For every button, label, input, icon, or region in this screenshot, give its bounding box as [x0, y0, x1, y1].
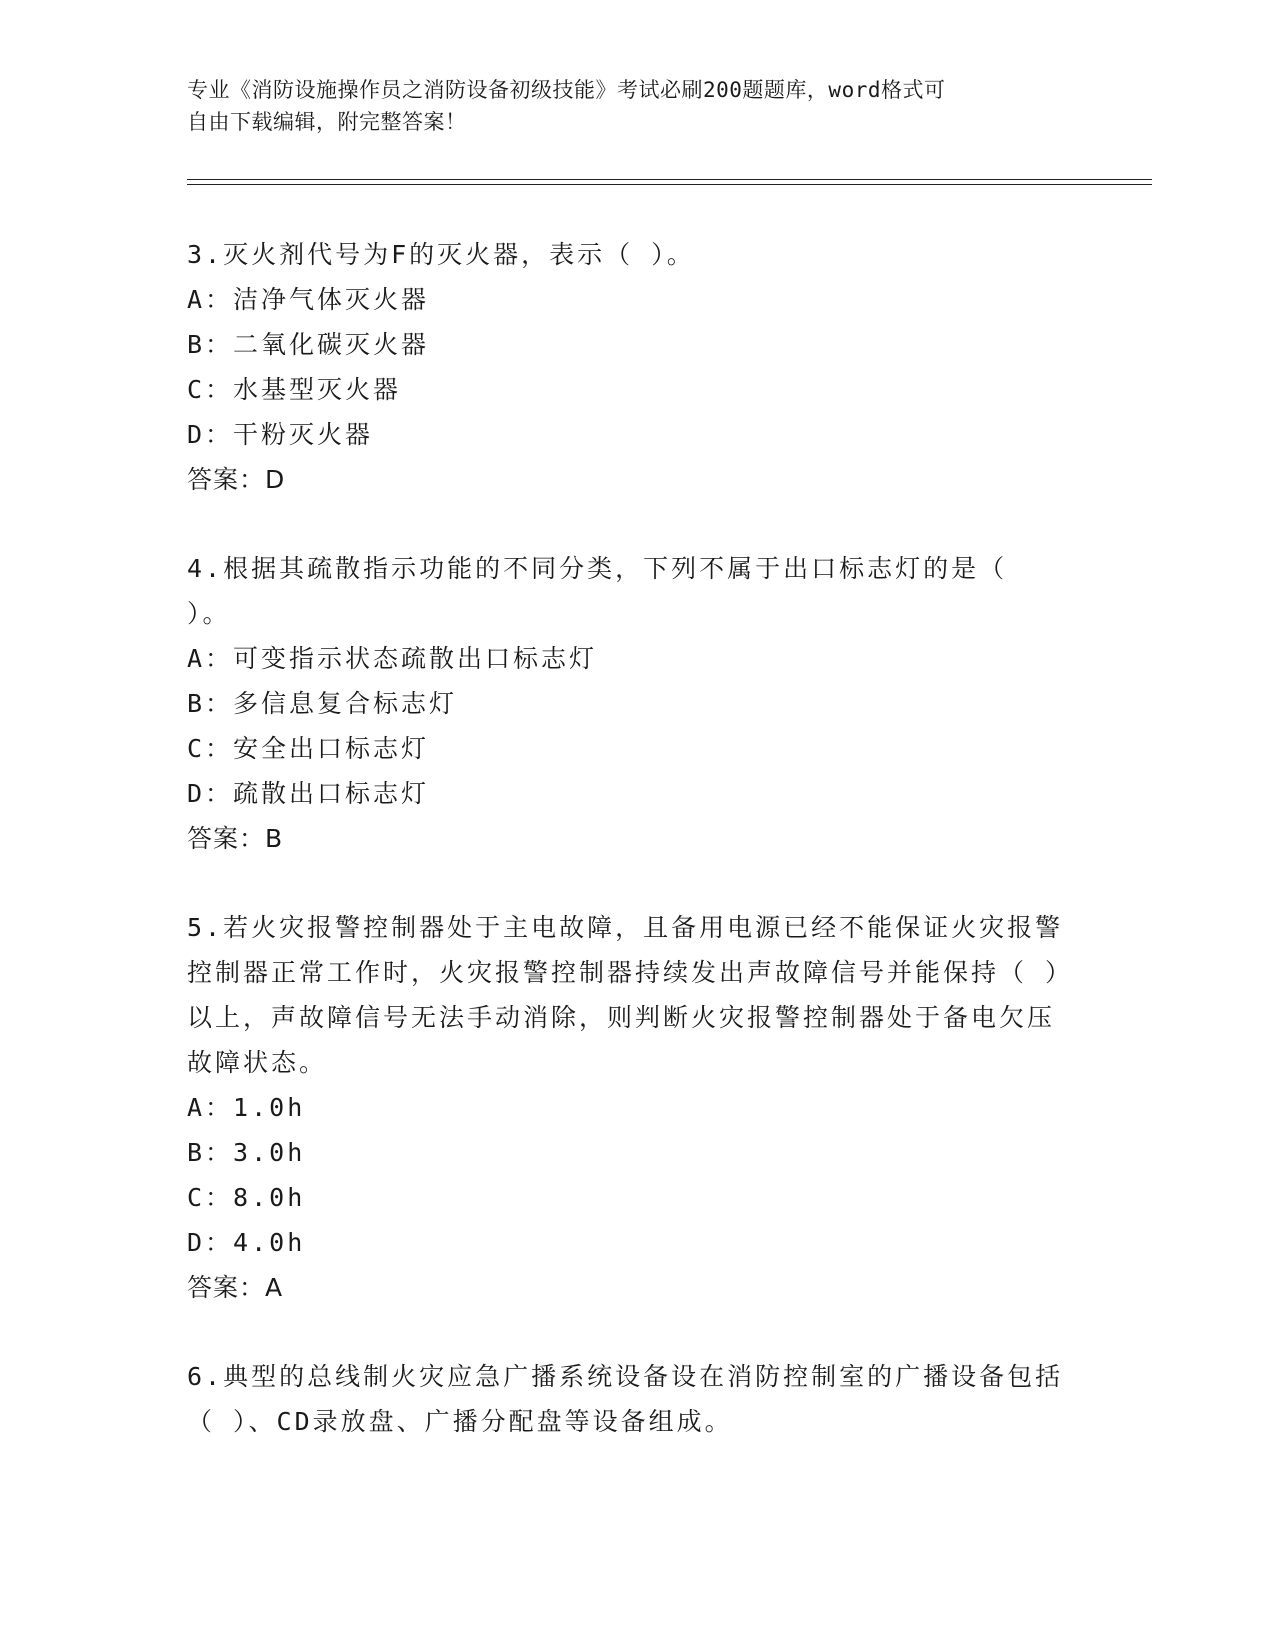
option-d: D：干粉灭火器: [187, 420, 374, 449]
question-text: 3.灭火剂代号为F的灭火器，表示（ ）。: [187, 240, 695, 269]
answer-line: 答案：D: [187, 465, 286, 494]
option-a: A：1.0h: [187, 1093, 306, 1122]
question-3: [187, 232, 1067, 502]
option-d: D：4.0h: [187, 1228, 306, 1257]
option-b: B：3.0h: [187, 1138, 306, 1167]
option-d: D：疏散出口标志灯: [187, 779, 430, 808]
option-c: C：水基型灭火器: [187, 375, 402, 404]
option-b: B：多信息复合标志灯: [187, 689, 458, 718]
question-list: [187, 232, 1067, 1488]
header-double-rule: [187, 179, 1152, 185]
question-text: 4.根据其疏散指示功能的不同分类，下列不属于出口标志灯的是（ ）。: [187, 554, 1008, 628]
option-b: B：二氧化碳灭火器: [187, 330, 430, 359]
header-line-1: 专业《消防设施操作员之消防设备初级技能》考试必刷200题题库，word格式可: [187, 78, 946, 102]
answer-line: 答案：A: [187, 1273, 284, 1302]
option-a: A：可变指示状态疏散出口标志灯: [187, 644, 598, 673]
question-5: [187, 905, 1067, 1310]
option-c: C：安全出口标志灯: [187, 734, 430, 763]
question-text: 6.典型的总线制火灾应急广播系统设备设在消防控制室的广播设备包括（ ）、CD录放盘、广播分配盘等设备组成。: [187, 1362, 1064, 1436]
document-header: [187, 74, 1067, 138]
question-6: [187, 1354, 1067, 1444]
answer-line: 答案：B: [187, 824, 284, 853]
question-text: 5.若火灾报警控制器处于主电故障，且备用电源已经不能保证火灾报警控制器正常工作时，火灾报警控制器持续发出声故障信号并能保持（ ）以上，声故障信号无法手动消除，则判断火灾报警控制器处于备电欠压故障状态。: [187, 913, 1064, 1077]
question-4: [187, 546, 1067, 861]
option-a: A：洁净气体灭火器: [187, 285, 430, 314]
header-line-2: 自由下载编辑，附完整答案！: [187, 110, 467, 134]
option-c: C：8.0h: [187, 1183, 306, 1212]
